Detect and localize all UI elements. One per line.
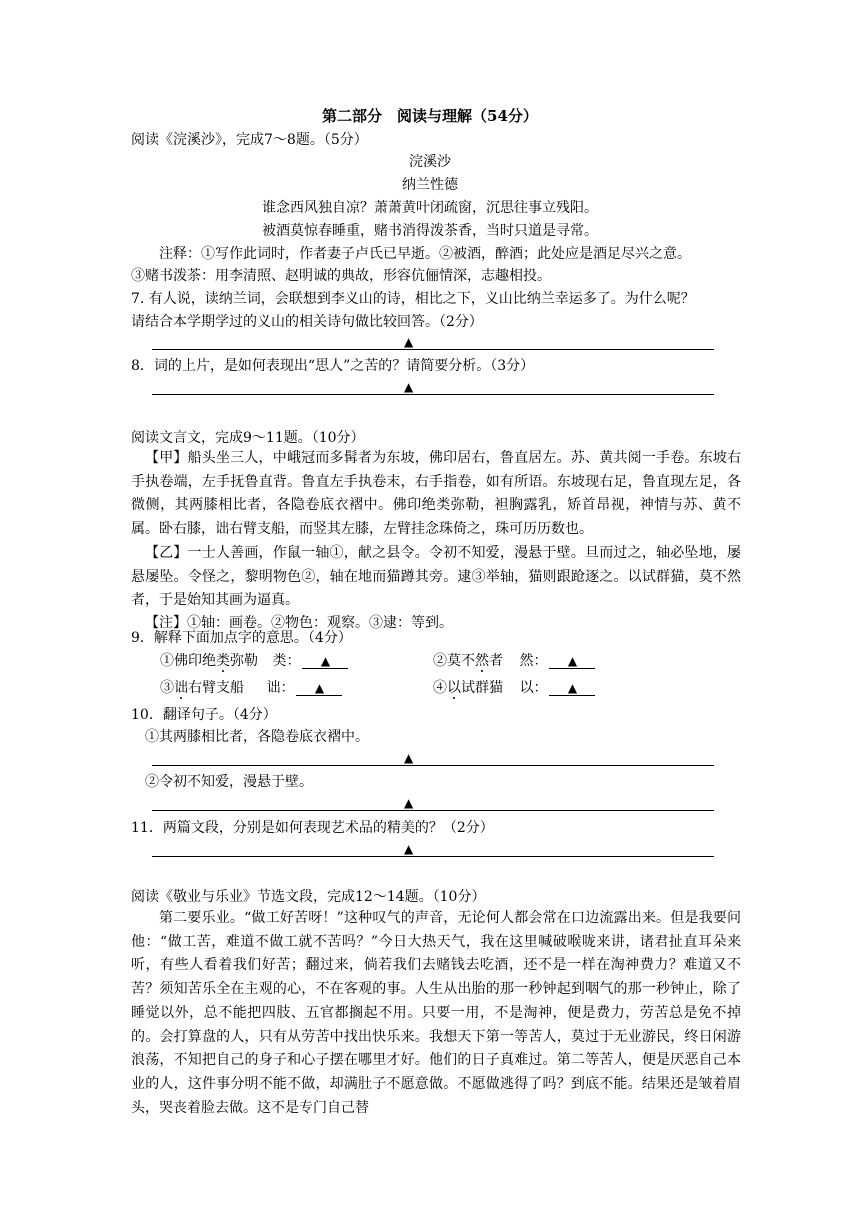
answer-blank[interactable]: ▲ — [302, 654, 348, 669]
q10-sentence-2: ②令初不知爱，漫悬于壁。 — [145, 774, 313, 790]
question-7-line-2: 请结合本学期学过的义山的相关诗句做比较回答。（2分） — [131, 314, 483, 330]
classical-intro: 阅读文言文，完成9～11题。（10分） — [131, 430, 365, 446]
poem-line-2: 被酒莫惊春睡重，赌书消得泼茶香，当时只道是寻常。 — [262, 223, 598, 239]
question-11: 11．两篇文段，分别是如何表现艺术品的精美的？（2分） — [131, 820, 494, 836]
answer-mark: ▲ — [404, 842, 414, 856]
answer-line-q10-1[interactable] — [152, 765, 714, 766]
q9-item-2: ②莫不然者 然： ▲ — [433, 651, 595, 671]
question-10: 10．翻译句子。（4分） — [131, 707, 277, 723]
answer-mark: ▲ — [404, 796, 414, 810]
modern-intro: 阅读《敬业与乐业》节选文段，完成12～14题。（10分） — [131, 889, 486, 905]
poem-title: 浣溪沙 — [409, 154, 451, 170]
answer-mark: ▲ — [404, 380, 414, 394]
poem-notes-1: 注释：①写作此词时，作者妻子卢氏已早逝。②被酒，醉酒；此处应是酒足尽兴之意。 — [159, 246, 691, 262]
q10-sentence-1: ①其两膝相比者，各隐卷底衣褶中。 — [145, 729, 369, 745]
section-title: 第二部分 阅读与理解（54分） — [322, 107, 538, 125]
classical-notes: 【注】①轴：画卷。②物色：观察。③逮：等到。 — [145, 615, 453, 631]
q9-item-4: ④以试群猫 以： ▲ — [433, 678, 595, 698]
answer-line-q11[interactable] — [152, 856, 714, 857]
modern-passage: 第二要乐业。“做工好苦呀！”这种叹气的声音，无论何人都会常在口边流露出来。但是我要问他：“做工苦，难道不做工就不苦吗？”今日大热天气，我在这里喊破喉咙来讲，诸君扯直耳朵来听，有些人看着我们好苦；翻过来，倘若我们去赌钱去吃酒，还不是一样在淘神费力？难道又不苦？须知苦乐全在主观的心，不在客观的事。人生从出胎的那一秒钟起到咽气的那一秒钟止，除了睡觉以外，总不能把四肢、五官都搁起不用。只要一用，不是淘神，便是费力，劳苦总是免不掉的。会打算盘的人，只有从劳苦中找出快乐来。我想天下第一等苦人，莫过于无业游民，终日闲游浪荡，不知把自己的身子和心子摆在哪里才好。他们的日子真难过。第二等苦人，便是厌恶自己本业的人，这件事分明不能不做，却满肚子不愿意做。不愿做逃得了吗？到底不能。结果还是皱着眉头，哭丧着脸去做。这不是专门自己替 — [131, 910, 741, 1116]
classical-passage-yi: 【乙】一士人善画，作鼠一轴①，献之县令。令初不知爱，漫悬于壁。旦而过之，轴必坠地，屡悬屡坠。令怪之，黎明物色②，轴在地而猫蹲其旁。逮③举轴，猫则跟跄逐之。以试群猫，莫不然者，于是始知其画为逼真。 — [131, 545, 741, 609]
poem-author: 纳兰性德 — [402, 177, 458, 193]
q9-item-1: ①佛印绝类弥勒 类： ▲ — [160, 651, 348, 671]
q9-item-3: ③诎右臂支船 诎： ▲ — [160, 678, 342, 698]
answer-mark: ▲ — [404, 335, 414, 349]
poem-notes-2: ③赌书泼茶：用李清照、赵明诚的典故，形容伉俪情深，志趣相投。 — [131, 268, 551, 284]
answer-blank[interactable]: ▲ — [549, 654, 595, 669]
question-7-line-1: 7. 有人说，读纳兰词，会联想到李义山的诗，相比之下，义山比纳兰幸运多了。为什么呢？ — [131, 291, 695, 307]
classical-passage-jia: 【甲】船头坐三人，中峨冠而多髯者为东坡，佛印居右，鲁直居左。苏、黄共阅一手卷。东坡右手执卷端，左手抚鲁直背。鲁直左手执卷末，右手指卷，如有所语。东坡现右足，鲁直现左足，各微侧，其两膝相比者，各隐卷底衣褶中。佛印绝类弥勒，袒胸露乳，矫首昂视，神情与苏、黄不属。卧右膝，诎右臂支船，而竖其左膝，左臂挂念珠倚之，珠可历历数也。 — [131, 450, 741, 538]
answer-line-q7[interactable] — [152, 349, 714, 350]
answer-blank[interactable]: ▲ — [549, 681, 595, 696]
poem-line-1: 谁念西风独自凉？萧萧黄叶闭疏窗，沉思往事立残阳。 — [262, 200, 598, 216]
answer-line-q8[interactable] — [152, 394, 714, 395]
question-8: 8．词的上片，是如何表现出“思人”之苦的？请简要分析。（3分） — [131, 358, 535, 374]
poem-intro: 阅读《浣溪沙》，完成7～8题。（5分） — [131, 132, 368, 148]
answer-line-q10-2[interactable] — [152, 810, 714, 811]
answer-mark: ▲ — [404, 751, 414, 765]
question-9: 9．解释下面加点字的意思。（4分） — [131, 630, 352, 646]
answer-blank[interactable]: ▲ — [296, 681, 342, 696]
